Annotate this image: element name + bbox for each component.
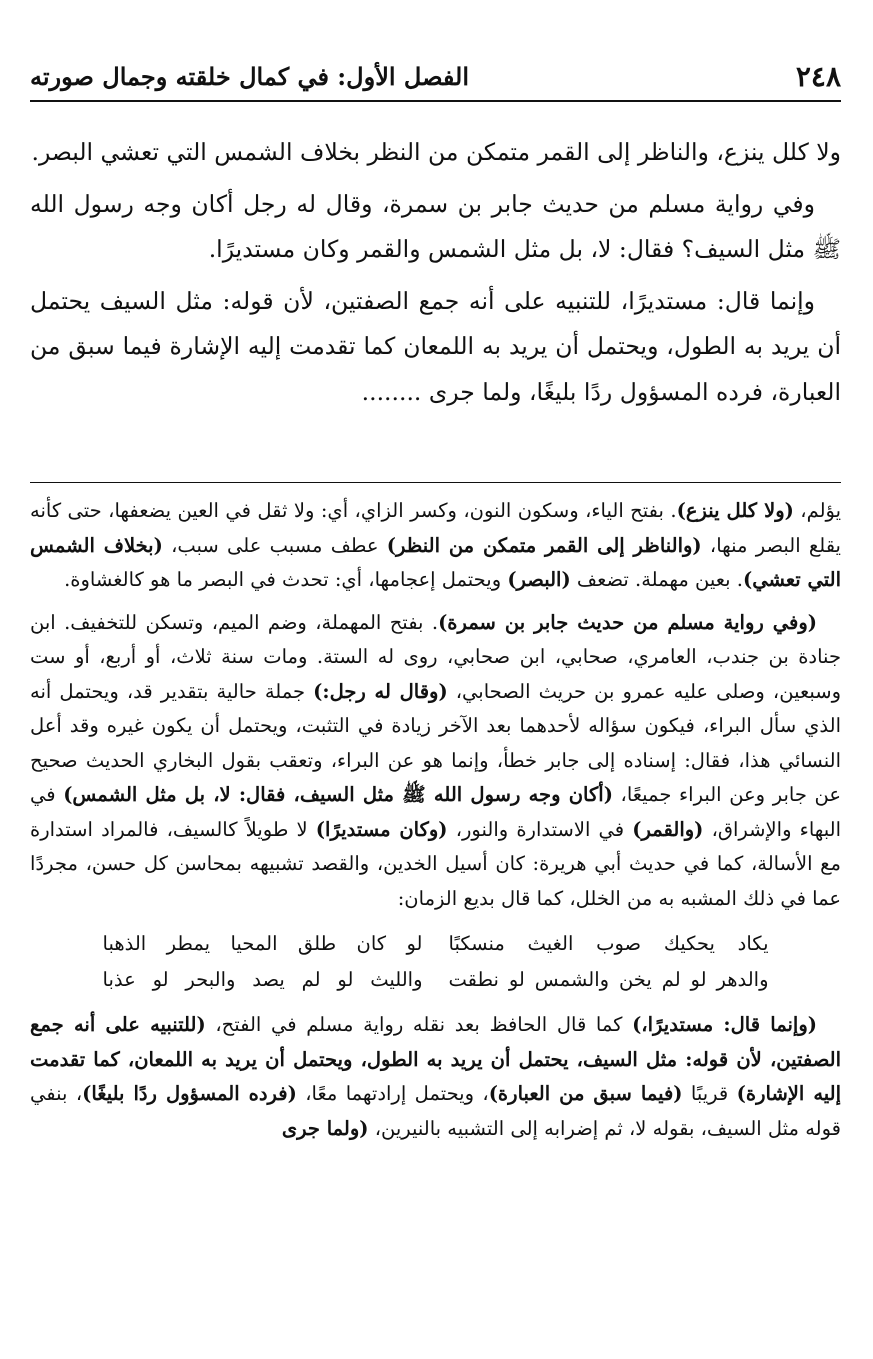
footnote-divider	[30, 482, 841, 483]
commentary-text: . بفتح الياء، وسكون النون، وكسر الزاي، أي: ولا ثقل في العين يضعفها، حتى كأنه يقلع البصر منها،	[30, 499, 841, 557]
poem	[30, 926, 841, 998]
commentary-paragraph-1	[30, 494, 841, 598]
main-text	[30, 130, 841, 415]
page-number: ٢٤٨	[795, 60, 841, 93]
commentary-text: في الاستدارة والنور،	[447, 817, 633, 841]
quoted-matn-text: (والقمر)	[632, 817, 704, 841]
quoted-matn-text: (وفي رواية مسلم من حديث جابر بن سمرة)	[438, 610, 817, 634]
commentary-paragraph-3	[30, 1008, 841, 1146]
commentary-text: يؤلم،	[793, 499, 842, 522]
commentary-text: عطف مسبب على سبب،	[162, 533, 387, 557]
commentary-text: لا طويلاً كالسيف، فالمراد استدارة مع الأسالة، كما في حديث أبي هريرة: كان أسيل الخدين، والقصد تشبيهه بمحاسن كل حسن، مجردًا عما في ذلك المشبه به من الخلل، كما قال بديع الزمان:	[30, 817, 841, 910]
quoted-matn-text: (بخلاف الشمس التي تعشي)	[30, 533, 841, 591]
quoted-matn-text: (وكان مستديرًا)	[315, 817, 448, 841]
commentary-text: . بفتح المهملة، وضم الميم، وتسكن للتخفيف. ابن جنادة بن جندب، العامري، صحابي، ابن صحابي، روى له الستة. ومات سنة ثلاث، أو أربع، أو ست وسبعين، وصلى عليه عمرو بن حريث الصحابي،	[30, 610, 842, 703]
quoted-matn-text: (ولا كلل ينزع)	[676, 499, 794, 522]
main-paragraph-3	[30, 279, 841, 416]
poem-second-hemistich: لو كان طلق المحيا يمطر الذهبا	[102, 932, 423, 955]
commentary-text: ، بنفي قوله مثل السيف، بقوله لا، ثم إضرابه إلى التشبيه بالنيرين،	[30, 1082, 841, 1140]
quoted-matn-text: (والناظر إلى القمر متمكن من النظر)	[386, 533, 702, 557]
continuation-ellipsis: ........	[361, 377, 422, 406]
poem-verse	[30, 962, 841, 998]
quoted-matn-text: (للتنبيه على أنه جمع الصفتين، لأن قوله: مثل السيف، يحتمل أن يريد به الطول، ويحتمل أن يريد به اللمعان، كما تقدمت إليه الإشارة)	[30, 1013, 842, 1105]
commentary-text: ويحتمل إعجامها، أي: تحدث في البصر ما هو كالغشاوة.	[64, 568, 508, 591]
commentary-text: جملة حالية بتقدير قد، ويحتمل أنه الذي سأل البراء، فيكون سؤاله لأحدهما بعد الآخر زيادة في التثبت، ويحتمل أن يكون غيره وقد أعل النسائي هذا، فقال: إسناده إلى جابر خطأ، وإنما هو عن البراء، وتعقب بقول البخاري الحديث صحيح عن جابر وعن البراء جميعًا،	[30, 679, 841, 806]
quoted-matn-text: (فرده المسؤول ردًا بليغًا)	[82, 1082, 297, 1105]
poem-first-hemistich: والدهر لو لم يخن والشمس لو نطقت	[448, 968, 769, 991]
commentary-text: . بعين مهملة. تضعف	[570, 568, 743, 591]
poem-verse	[30, 926, 841, 962]
commentary-text: في البهاء والإشراق،	[30, 783, 841, 841]
quoted-matn-text: (وإنما قال: مستديرًا،)	[632, 1013, 817, 1036]
commentary-text: كما قال الحافظ بعد نقله رواية مسلم في الفتح،	[205, 1013, 633, 1036]
commentary	[30, 494, 841, 1146]
quoted-matn-text: (البصر)	[507, 568, 571, 591]
poem-second-hemistich: والليث لو لم يصد والبحر لو عذبا	[102, 968, 423, 991]
chapter-title: الفصل الأول: في كمال خلقته وجمال صورته	[30, 62, 470, 91]
main-paragraph-2: وفي رواية مسلم من حديث جابر بن سمرة، وقال له رجل أكان وجه رسول الله ﷺ مثل السيف؟ فقال: لا، بل مثل الشمس والقمر وكان مستديرًا.	[30, 189, 841, 263]
quoted-matn-text: (أكان وجه رسول الله ﷺ مثل السيف، فقال: لا، بل مثل الشمس)	[63, 783, 613, 806]
main-paragraph-1: ولا كلل ينزع، والناظر إلى القمر متمكن من النظر بخلاف الشمس التي تعشي البصر.	[31, 138, 841, 166]
commentary-text: قريبًا	[682, 1082, 737, 1105]
commentary-paragraph-2	[30, 606, 841, 917]
page-header	[30, 58, 841, 102]
quoted-matn-text: (فيما سبق من العبارة)	[488, 1082, 683, 1105]
commentary-text: ، ويحتمل إرادتهما معًا،	[296, 1082, 489, 1105]
quoted-matn-text: (وقال له رجل:)	[313, 679, 448, 703]
main-paragraph-3-text: وإنما قال: مستديرًا، للتنبيه على أنه جمع الصفتين، لأن قوله: مثل السيف يحتمل أن يريد به الطول، ويحتمل أن يريد به اللمعان كما تقدمت إليه الإشارة فيما سبق من العبارة، فرده المسؤول ردًا بليغًا، ولما جرى	[30, 286, 841, 406]
poem-first-hemistich: يكاد يحكيك صوب الغيث منسكبًا	[448, 932, 769, 955]
book-page	[30, 0, 841, 1359]
quoted-matn-text: (ولما جرى	[281, 1116, 369, 1140]
